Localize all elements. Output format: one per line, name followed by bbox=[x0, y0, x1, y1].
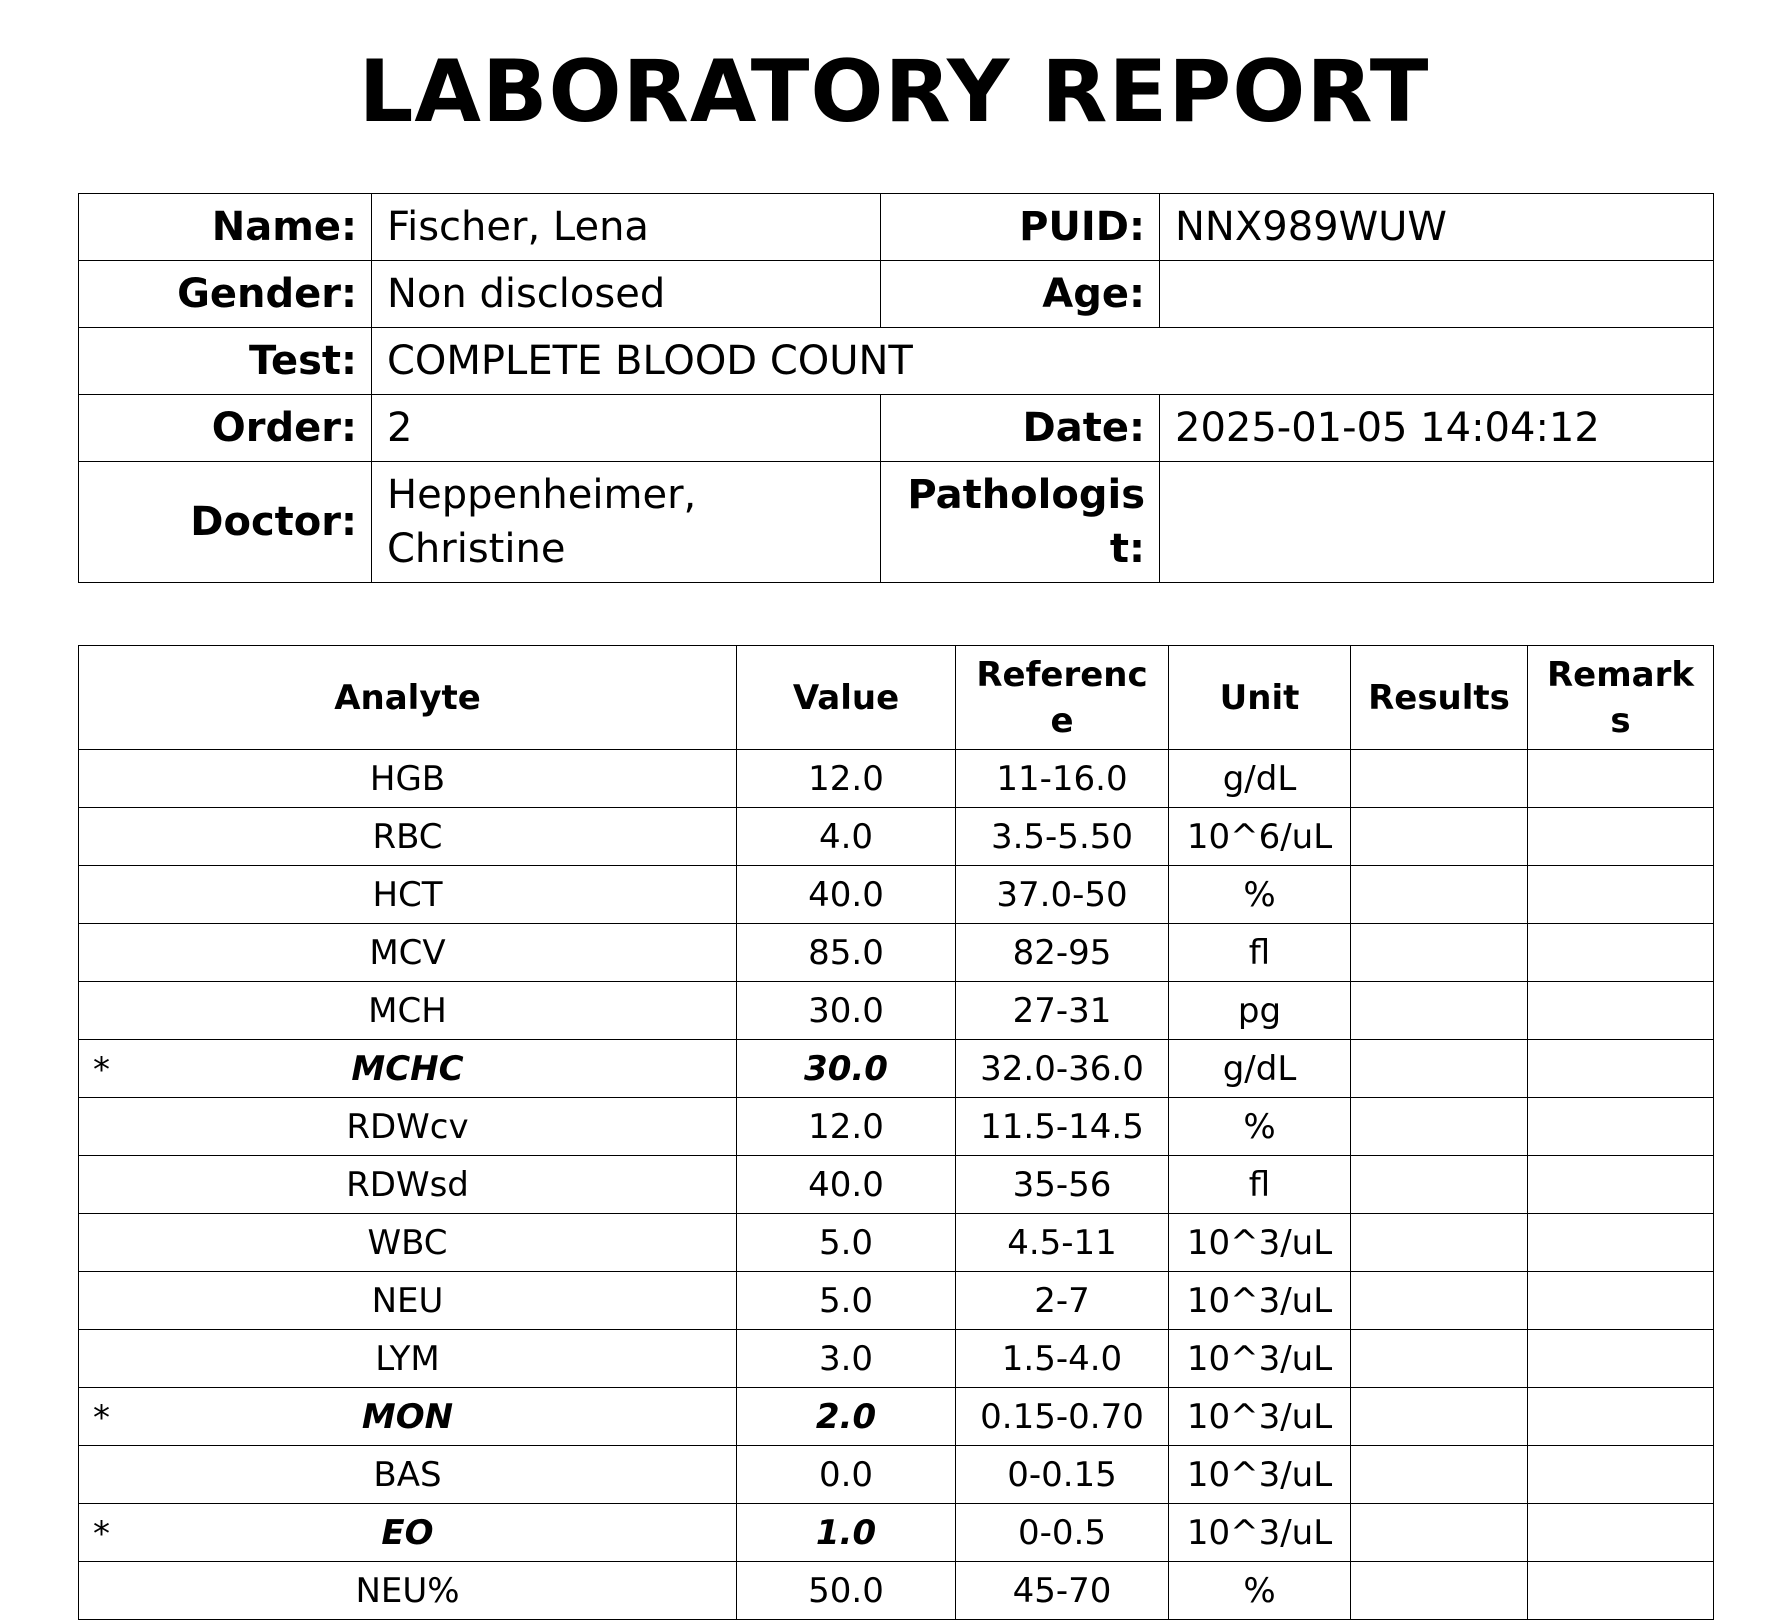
analyte-name: NEU% bbox=[355, 1570, 460, 1611]
remarks-cell bbox=[1528, 808, 1714, 866]
results-cell bbox=[1351, 1098, 1528, 1156]
table-row bbox=[79, 1156, 1714, 1214]
info-row-gender bbox=[79, 261, 1714, 328]
header-remarks bbox=[1528, 646, 1714, 750]
analyte-value: 30.0 bbox=[804, 1048, 888, 1089]
table-row bbox=[79, 1040, 1714, 1098]
unit-cell: 10^3/uL bbox=[1169, 1272, 1351, 1330]
results-cell bbox=[1351, 1388, 1528, 1446]
remarks-cell bbox=[1528, 924, 1714, 982]
results-cell bbox=[1351, 1562, 1528, 1620]
value-cell bbox=[737, 982, 956, 1040]
info-row-doctor bbox=[79, 462, 1714, 583]
analyte-cell bbox=[79, 1214, 737, 1272]
analyte-cell bbox=[79, 1388, 737, 1446]
analyte-value: 40.0 bbox=[808, 874, 884, 915]
name-label: Name: bbox=[79, 194, 372, 261]
remarks-cell bbox=[1528, 750, 1714, 808]
results-cell bbox=[1351, 866, 1528, 924]
analyte-name: MCHC bbox=[351, 1048, 464, 1089]
unit-cell: g/dL bbox=[1169, 750, 1351, 808]
analyte-cell bbox=[79, 1446, 737, 1504]
unit-cell: g/dL bbox=[1169, 1040, 1351, 1098]
results-cell bbox=[1351, 1446, 1528, 1504]
analyte-name: LYM bbox=[375, 1338, 440, 1379]
value-cell bbox=[737, 1446, 956, 1504]
table-row bbox=[79, 1504, 1714, 1562]
info-row-order bbox=[79, 395, 1714, 462]
analyte-cell bbox=[79, 1504, 737, 1562]
value-cell bbox=[737, 1098, 956, 1156]
unit-cell: 10^3/uL bbox=[1169, 1388, 1351, 1446]
value-cell bbox=[737, 1214, 956, 1272]
analyte-cell bbox=[79, 1040, 737, 1098]
reference-range: 3.5-5.50 bbox=[956, 808, 1169, 866]
table-row bbox=[79, 1330, 1714, 1388]
doctor-name bbox=[372, 462, 881, 583]
doctor-name-line2: Christine bbox=[387, 526, 566, 572]
info-row-test bbox=[79, 328, 1714, 395]
reference-range: 27-31 bbox=[956, 982, 1169, 1040]
analyte-cell bbox=[79, 982, 737, 1040]
remarks-cell bbox=[1528, 866, 1714, 924]
analyte-name: EO bbox=[381, 1512, 434, 1553]
table-row bbox=[79, 1272, 1714, 1330]
abnormal-flag: * bbox=[93, 1513, 110, 1554]
analyte-name: HCT bbox=[372, 874, 443, 915]
reference-range: 82-95 bbox=[956, 924, 1169, 982]
header-remarks-line2: s bbox=[1610, 700, 1631, 741]
analyte-value: 40.0 bbox=[808, 1164, 884, 1205]
unit-cell: 10^3/uL bbox=[1169, 1214, 1351, 1272]
value-cell bbox=[737, 1040, 956, 1098]
unit-cell: pg bbox=[1169, 982, 1351, 1040]
analyte-cell bbox=[79, 924, 737, 982]
analyte-name: RDWcv bbox=[346, 1106, 469, 1147]
results-cell bbox=[1351, 1214, 1528, 1272]
header-analyte: Analyte bbox=[79, 646, 737, 750]
reference-range: 0-0.15 bbox=[956, 1446, 1169, 1504]
value-cell bbox=[737, 1272, 956, 1330]
analyte-cell bbox=[79, 1272, 737, 1330]
header-results: Results bbox=[1351, 646, 1528, 750]
analyte-cell bbox=[79, 1562, 737, 1620]
results-header-row bbox=[79, 646, 1714, 750]
analyte-cell bbox=[79, 866, 737, 924]
analyte-value: 12.0 bbox=[808, 758, 884, 799]
remarks-cell bbox=[1528, 1562, 1714, 1620]
unit-cell: fl bbox=[1169, 1156, 1351, 1214]
analyte-value: 4.0 bbox=[818, 816, 874, 857]
patient-info-table bbox=[78, 193, 1714, 583]
header-unit: Unit bbox=[1169, 646, 1351, 750]
unit-cell: % bbox=[1169, 1562, 1351, 1620]
patient-age bbox=[1160, 261, 1714, 328]
analyte-value: 30.0 bbox=[808, 990, 884, 1031]
analyte-cell bbox=[79, 808, 737, 866]
patient-name: Fischer, Lena bbox=[372, 194, 881, 261]
results-table bbox=[78, 645, 1714, 1620]
results-body bbox=[79, 750, 1714, 1620]
analyte-name: RDWsd bbox=[346, 1164, 469, 1205]
unit-cell: 10^6/uL bbox=[1169, 808, 1351, 866]
value-cell bbox=[737, 750, 956, 808]
results-cell bbox=[1351, 924, 1528, 982]
results-cell bbox=[1351, 808, 1528, 866]
test-name: COMPLETE BLOOD COUNT bbox=[372, 328, 1714, 395]
value-cell bbox=[737, 924, 956, 982]
table-row bbox=[79, 924, 1714, 982]
pathologist-label-line1: Pathologis bbox=[907, 472, 1145, 518]
order-label: Order: bbox=[79, 395, 372, 462]
value-cell bbox=[737, 866, 956, 924]
value-cell bbox=[737, 808, 956, 866]
unit-cell: 10^3/uL bbox=[1169, 1504, 1351, 1562]
table-row bbox=[79, 866, 1714, 924]
results-cell bbox=[1351, 982, 1528, 1040]
remarks-cell bbox=[1528, 1504, 1714, 1562]
table-row bbox=[79, 1562, 1714, 1620]
value-cell bbox=[737, 1504, 956, 1562]
remarks-cell bbox=[1528, 1156, 1714, 1214]
reference-range: 11-16.0 bbox=[956, 750, 1169, 808]
unit-cell: 10^3/uL bbox=[1169, 1330, 1351, 1388]
reference-range: 32.0-36.0 bbox=[956, 1040, 1169, 1098]
analyte-cell bbox=[79, 1156, 737, 1214]
analyte-name: NEU bbox=[371, 1280, 444, 1321]
reference-range: 37.0-50 bbox=[956, 866, 1169, 924]
reference-range: 2-7 bbox=[956, 1272, 1169, 1330]
patient-gender: Non disclosed bbox=[372, 261, 881, 328]
table-row bbox=[79, 1388, 1714, 1446]
report-date: 2025-01-05 14:04:12 bbox=[1160, 395, 1714, 462]
table-row bbox=[79, 1098, 1714, 1156]
remarks-cell bbox=[1528, 1388, 1714, 1446]
header-value: Value bbox=[737, 646, 956, 750]
header-reference-line2: e bbox=[1050, 700, 1074, 741]
age-label: Age: bbox=[881, 261, 1160, 328]
order-number: 2 bbox=[372, 395, 881, 462]
remarks-cell bbox=[1528, 1446, 1714, 1504]
analyte-value: 85.0 bbox=[808, 932, 884, 973]
remarks-cell bbox=[1528, 1040, 1714, 1098]
remarks-cell bbox=[1528, 1098, 1714, 1156]
reference-range: 0-0.5 bbox=[956, 1504, 1169, 1562]
results-cell bbox=[1351, 750, 1528, 808]
date-label: Date: bbox=[881, 395, 1160, 462]
value-cell bbox=[737, 1156, 956, 1214]
results-cell bbox=[1351, 1330, 1528, 1388]
analyte-cell bbox=[79, 750, 737, 808]
results-cell bbox=[1351, 1040, 1528, 1098]
analyte-name: BAS bbox=[373, 1454, 442, 1495]
unit-cell: fl bbox=[1169, 924, 1351, 982]
value-cell bbox=[737, 1388, 956, 1446]
reference-range: 35-56 bbox=[956, 1156, 1169, 1214]
unit-cell: % bbox=[1169, 866, 1351, 924]
results-cell bbox=[1351, 1156, 1528, 1214]
analyte-value: 1.0 bbox=[815, 1512, 877, 1553]
table-row bbox=[79, 1214, 1714, 1272]
analyte-name: WBC bbox=[367, 1222, 448, 1263]
doctor-name-line1: Heppenheimer, bbox=[387, 472, 697, 518]
pathologist-name bbox=[1160, 462, 1714, 583]
header-remarks-line1: Remark bbox=[1547, 654, 1694, 695]
remarks-cell bbox=[1528, 1272, 1714, 1330]
abnormal-flag: * bbox=[93, 1397, 110, 1438]
pathologist-label bbox=[881, 462, 1160, 583]
remarks-cell bbox=[1528, 1330, 1714, 1388]
unit-cell: 10^3/uL bbox=[1169, 1446, 1351, 1504]
analyte-name: MCV bbox=[369, 932, 446, 973]
reference-range: 11.5-14.5 bbox=[956, 1098, 1169, 1156]
analyte-value: 3.0 bbox=[818, 1338, 874, 1379]
info-row-name bbox=[79, 194, 1714, 261]
header-reference-line1: Referenc bbox=[976, 654, 1148, 695]
abnormal-flag: * bbox=[93, 1049, 110, 1090]
analyte-value: 2.0 bbox=[815, 1396, 877, 1437]
analyte-cell bbox=[79, 1330, 737, 1388]
analyte-name: MCH bbox=[368, 990, 447, 1031]
analyte-name: MON bbox=[361, 1396, 454, 1437]
analyte-value: 0.0 bbox=[818, 1454, 874, 1495]
analyte-value: 12.0 bbox=[808, 1106, 884, 1147]
header-reference bbox=[956, 646, 1169, 750]
results-cell bbox=[1351, 1504, 1528, 1562]
analyte-value: 5.0 bbox=[818, 1280, 874, 1321]
report-title: LABORATORY REPORT bbox=[358, 42, 1430, 142]
pathologist-label-line2: t: bbox=[1109, 526, 1145, 572]
reference-range: 1.5-4.0 bbox=[956, 1330, 1169, 1388]
unit-cell: % bbox=[1169, 1098, 1351, 1156]
analyte-value: 5.0 bbox=[818, 1222, 874, 1263]
reference-range: 45-70 bbox=[956, 1562, 1169, 1620]
table-row bbox=[79, 1446, 1714, 1504]
table-row bbox=[79, 808, 1714, 866]
reference-range: 4.5-11 bbox=[956, 1214, 1169, 1272]
gender-label: Gender: bbox=[79, 261, 372, 328]
test-label: Test: bbox=[79, 328, 372, 395]
reference-range: 0.15-0.70 bbox=[956, 1388, 1169, 1446]
patient-puid: NNX989WUW bbox=[1160, 194, 1714, 261]
analyte-name: HGB bbox=[369, 758, 446, 799]
remarks-cell bbox=[1528, 1214, 1714, 1272]
table-row bbox=[79, 982, 1714, 1040]
remarks-cell bbox=[1528, 982, 1714, 1040]
puid-label: PUID: bbox=[881, 194, 1160, 261]
analyte-cell bbox=[79, 1098, 737, 1156]
table-row bbox=[79, 750, 1714, 808]
results-cell bbox=[1351, 1272, 1528, 1330]
value-cell bbox=[737, 1330, 956, 1388]
value-cell bbox=[737, 1562, 956, 1620]
analyte-value: 50.0 bbox=[808, 1570, 884, 1611]
analyte-name: RBC bbox=[372, 816, 443, 857]
doctor-label: Doctor: bbox=[79, 462, 372, 583]
